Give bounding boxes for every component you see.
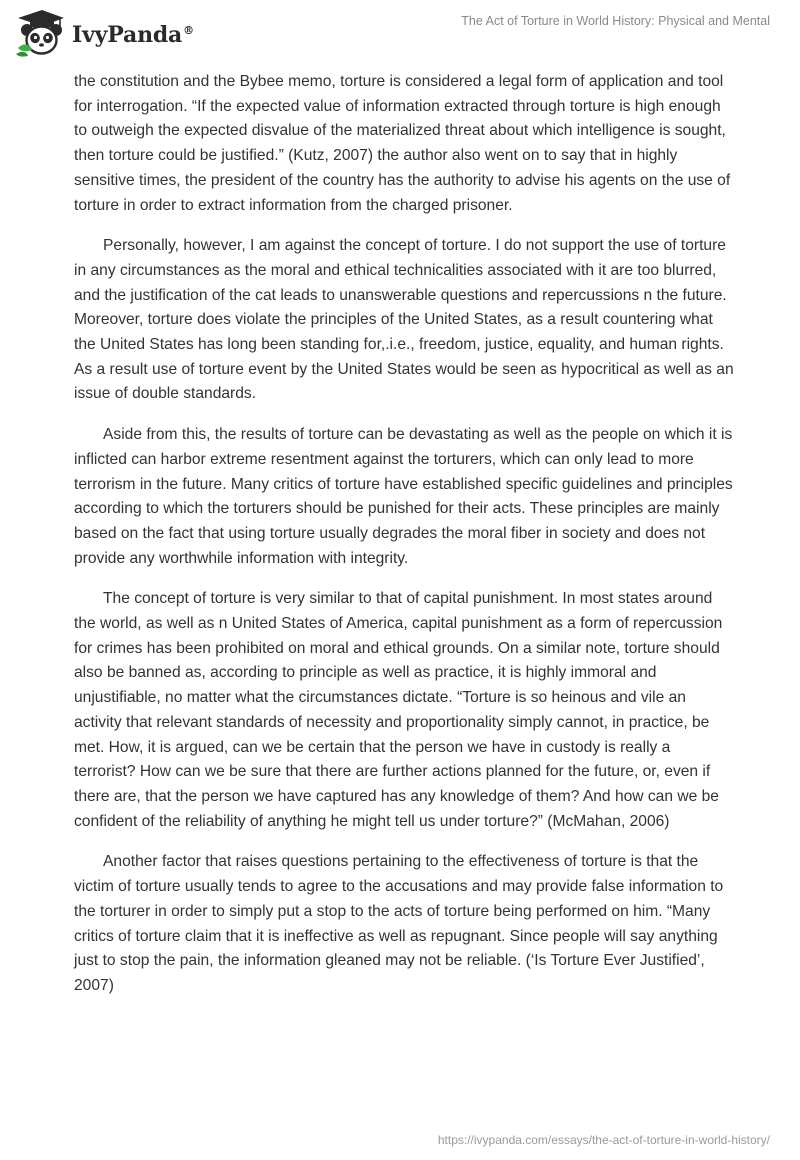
paragraph: the constitution and the Bybee memo, torture is considered a legal form of application and tool for interrogation. “If the expected value of information extracted through torture is high enough to outweigh the expected disvalue of the materialized threat about which intelligence is sought, then torture could be justified.” (Kutz, 2007) the author also went on to say that in highly sensitive times, the president of the country has the authority to advise his agents on the use of torture in order to extract information from the charged prisoner. [74,73,731,214]
paragraph: The concept of torture is very similar to that of capital punishment. In most states around the world, as well as n United States of America, capital punishment as a form of repercussion for crimes has been prohibited on moral and ethical grounds. On a similar note, torture should also be banned as, according to principle as well as practice, it is highly immoral and unjustifiable, no matter what the circumstances dictate. “Torture is so heinous and vile an activity that relevant standards of necessity and proportionality simply cannot, in practice, be met. How, it is argued, can we be certain that the person we have in custody is really a terrorist? How can we be sure that there are further actions planned for the future, or, even if there are, that the person we have captured has any knowledge of them? And how can we be confident of the reliability of anything he might tell us under torture?” (McMahan, 2006) [74,590,723,830]
brand-name-text: IvyPanda [72,22,183,48]
panda-logo-icon [14,8,66,58]
registered-mark: ® [183,23,194,37]
paragraph: Personally, however, I am against the concept of torture. I do not support the use of torture in any circumstances as the moral and ethical technicalities associated with it are too blurred, and the justification of the cat leads to unanswerable questions and repercussions n the future. Moreover, torture does violate the principles of the United States, as a result countering what the United States has long been standing for,.i.e., freedom, justice, equality, and human rights. As a result use of torture event by the United States would be seen as hypocritical as well as an issue of double standards. [74,237,734,403]
ivypanda-logo[interactable] [14,8,194,58]
paragraph: Aside from this, the results of torture can be devastating as well as the people on which it is inflicted can harbor extreme resentment against the torturers, which can only lead to more terrorism in the future. Many critics of torture have established specific guidelines and principles according to which the torturers should be punished for their acts. These principles are mainly based on the fact that using torture usually degrades the moral fiber in society and does not provide any worthwhile information with integrity. [74,426,733,567]
essay-body [74,70,734,1015]
page-header [0,0,800,64]
brand-name [72,22,194,48]
source-url[interactable]: https://ivypanda.com/essays/the-act-of-torture-in-world-history/ [437,1133,770,1147]
paragraph: Another factor that raises questions pertaining to the effectiveness of torture is that the victim of torture usually tends to agree to the accusations and may provide false information to the torturer in order to simply put a stop to the acts of torture being performed on him. “Many critics of torture claim that it is ineffective as well as repugnant. Since people will say anything just to stop the pain, the information gleaned may not be reliable. (‘Is Torture Ever Justified’, 2007) [74,853,724,994]
document-title: The Act of Torture in World History: Physical and Mental [461,14,770,28]
